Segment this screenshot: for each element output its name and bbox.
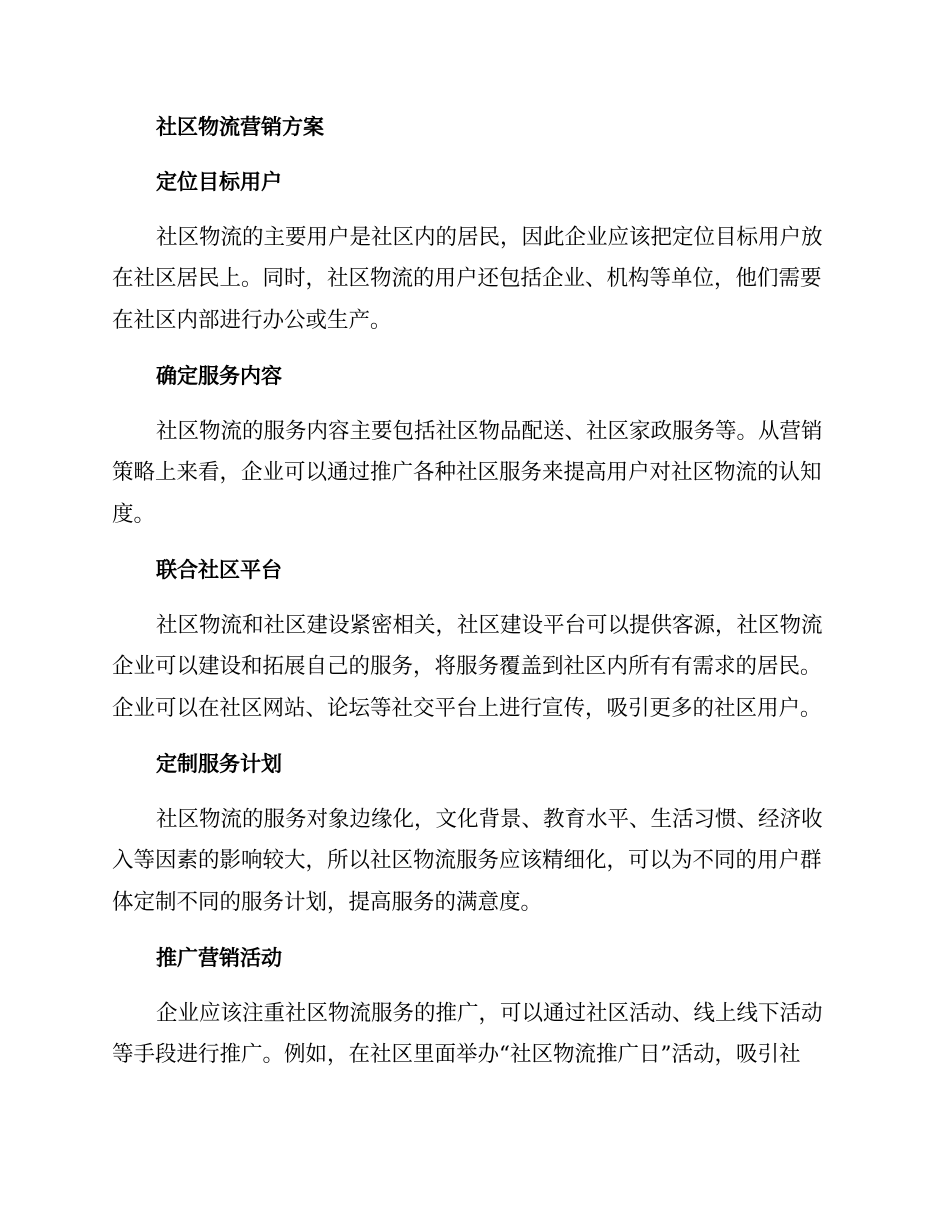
paragraph-line: 策略上来看，企业可以通过推广各种社区服务来提高用户对社区物流的认知 [112,460,822,485]
paragraph-line: 在社区居民上。同时，社区物流的用户还包括企业、机构等单位，他们需要 [112,266,822,291]
paragraph-line: 等手段进行推广。例如，在社区里面举办“社区物流推广日”活动，吸引社 [112,1042,801,1067]
paragraph-line: 企业可以建设和拓展自己的服务，将服务覆盖到社区内所有有需求的居民。 [112,654,822,679]
section-heading-service-content: 确定服务内容 [156,364,282,388]
section-heading-target-users: 定位目标用户 [156,170,282,194]
paragraph-line: 体定制不同的服务计划，提高服务的满意度。 [112,890,543,915]
paragraph-line: 在社区内部进行办公或生产。 [112,308,392,333]
section-heading-community-platform: 联合社区平台 [156,558,282,582]
paragraph-line: 度。 [112,502,156,527]
section-heading-custom-service-plan: 定制服务计划 [156,752,282,776]
paragraph-line: 企业可以在社区网站、论坛等社交平台上进行宣传，吸引更多的社区用户。 [112,696,822,721]
document-title: 社区物流营销方案 [156,115,324,139]
section-heading-promotion-activities: 推广营销活动 [156,946,282,970]
paragraph-line: 企业应该注重社区物流服务的推广，可以通过社区活动、线上线下活动 [156,1001,823,1026]
paragraph-line: 社区物流的服务内容主要包括社区物品配送、社区家政服务等。从营销 [156,419,823,444]
paragraph-line: 社区物流的主要用户是社区内的居民，因此企业应该把定位目标用户放 [156,225,823,250]
paragraph-line: 社区物流的服务对象边缘化，文化背景、教育水平、生活习惯、经济收 [156,807,823,832]
paragraph-line: 社区物流和社区建设紧密相关，社区建设平台可以提供客源，社区物流 [156,613,823,638]
paragraph-line: 入等因素的影响较大，所以社区物流服务应该精细化，可以为不同的用户群 [112,848,822,873]
